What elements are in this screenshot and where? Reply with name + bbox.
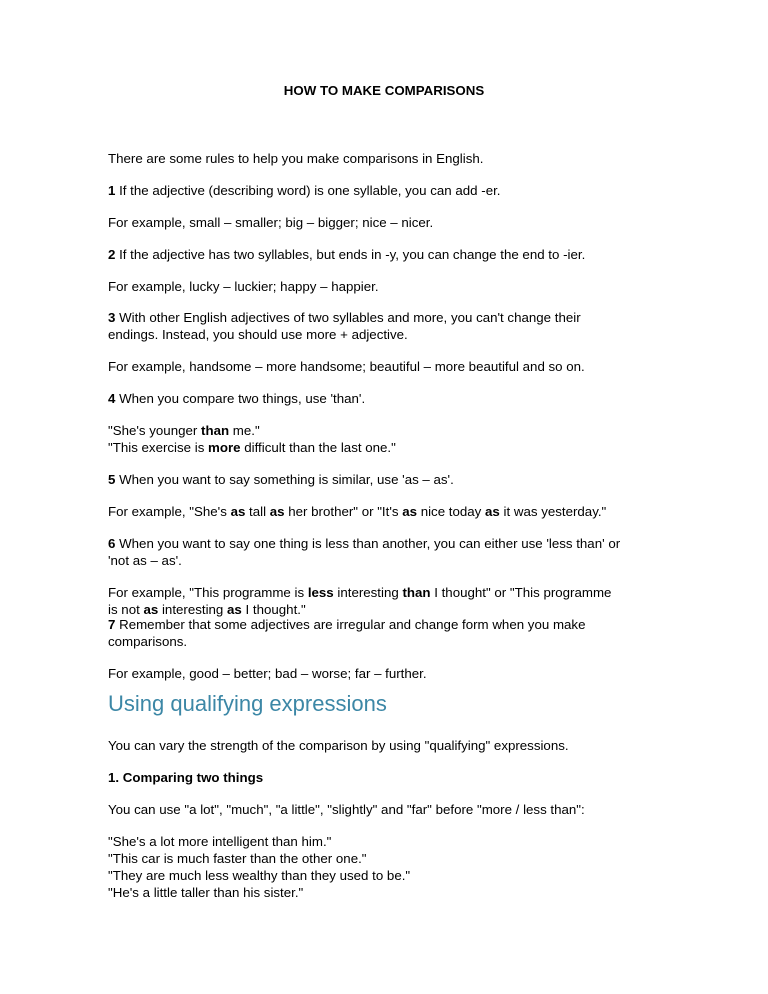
rule-4-example-1 [108,422,260,439]
intro-text: There are some rules to help you make comparisons in English. [108,151,484,166]
text-run: I thought." [241,602,306,617]
example-line: "She's a lot more intelligent than him." [108,834,332,849]
rule-2 [108,246,585,263]
rule-5 [108,471,454,488]
rule-6-example-1 [108,584,611,601]
page-title: HOW TO MAKE COMPARISONS [283,83,485,98]
text-run: it was yesterday." [499,504,607,519]
rule-7-continued: comparisons. [108,634,188,649]
example-line: "They are much less wealthy than they used to be." [108,868,411,883]
section-subheading: 1. Comparing two things [108,770,264,785]
rule-number: 4 [108,391,116,406]
bold-run: than [402,585,431,600]
text-run: I thought" or "This programme [430,585,612,600]
rule-text: If the adjective has two syllables, but ends in -y, you can change the end to -ier. [115,247,586,262]
section-intro: You can vary the strength of the comparison by using "qualifying" expressions. [108,738,569,753]
rule-7-example: For example, good – better; bad – worse; far – further. [108,666,427,681]
rule-text: When you compare two things, use 'than'. [115,391,366,406]
rule-text: If the adjective (describing word) is one syllable, you can add -er. [115,183,501,198]
rule-1-example: For example, small – smaller; big – bigger; nice – nicer. [108,215,434,230]
text-run: me." [229,423,260,438]
bold-run: as [230,504,246,519]
example-line: "He's a little taller than his sister." [108,885,304,900]
text-run: interesting [333,585,403,600]
rule-6-continued: 'not as – as'. [108,553,182,568]
text-run: difficult than the last one." [240,440,396,455]
bold-run: less [307,585,334,600]
rule-3-continued: endings. Instead, you should use more + adjective. [108,327,408,342]
rule-2-example: For example, lucky – luckier; happy – happier. [108,279,379,294]
rule-5-example [108,503,606,520]
rule-1 [108,182,500,199]
rule-text: With other English adjectives of two syllables and more, you can't change their [115,310,581,325]
text-run: her brother" or "It's [284,504,403,519]
bold-run: as [269,504,285,519]
text-run: nice today [417,504,486,519]
rule-text: Remember that some adjectives are irregular and change form when you make [115,617,586,632]
text-run: "She's younger [108,423,202,438]
rule-7 [108,616,585,633]
text-run: interesting [158,602,228,617]
rule-number: 2 [108,247,116,262]
rule-number: 5 [108,472,116,487]
text-run: For example, "This programme is [108,585,308,600]
text-run: For example, "She's [108,504,231,519]
bold-run: as [227,602,242,617]
rule-text: When you want to say something is similar, use 'as – as'. [115,472,454,487]
rule-number: 6 [108,536,116,551]
rule-4 [108,390,365,407]
rule-number: 3 [108,310,116,325]
rule-3 [108,309,581,326]
rule-4-example-2 [108,439,396,456]
example-line: "This car is much faster than the other one." [108,851,367,866]
rule-text: When you want to say one thing is less than another, you can either use 'less than' or [115,536,621,551]
text-run: tall [245,504,270,519]
bold-run: as [143,602,159,617]
bold-run: as [402,504,418,519]
rule-6 [108,535,620,552]
section-subintro: You can use "a lot", "much", "a little", "slightly" and "far" before "more / less than": [108,802,585,817]
text-run: is not [108,602,144,617]
rule-number: 7 [108,617,116,632]
bold-run: as [485,504,500,519]
rule-number: 1 [108,183,116,198]
bold-run: more [208,440,241,455]
bold-run: than [201,423,230,438]
text-run: "This exercise is [108,440,209,455]
rule-3-example: For example, handsome – more handsome; beautiful – more beautiful and so on. [108,359,585,374]
section-heading: Using qualifying expressions [108,691,387,716]
